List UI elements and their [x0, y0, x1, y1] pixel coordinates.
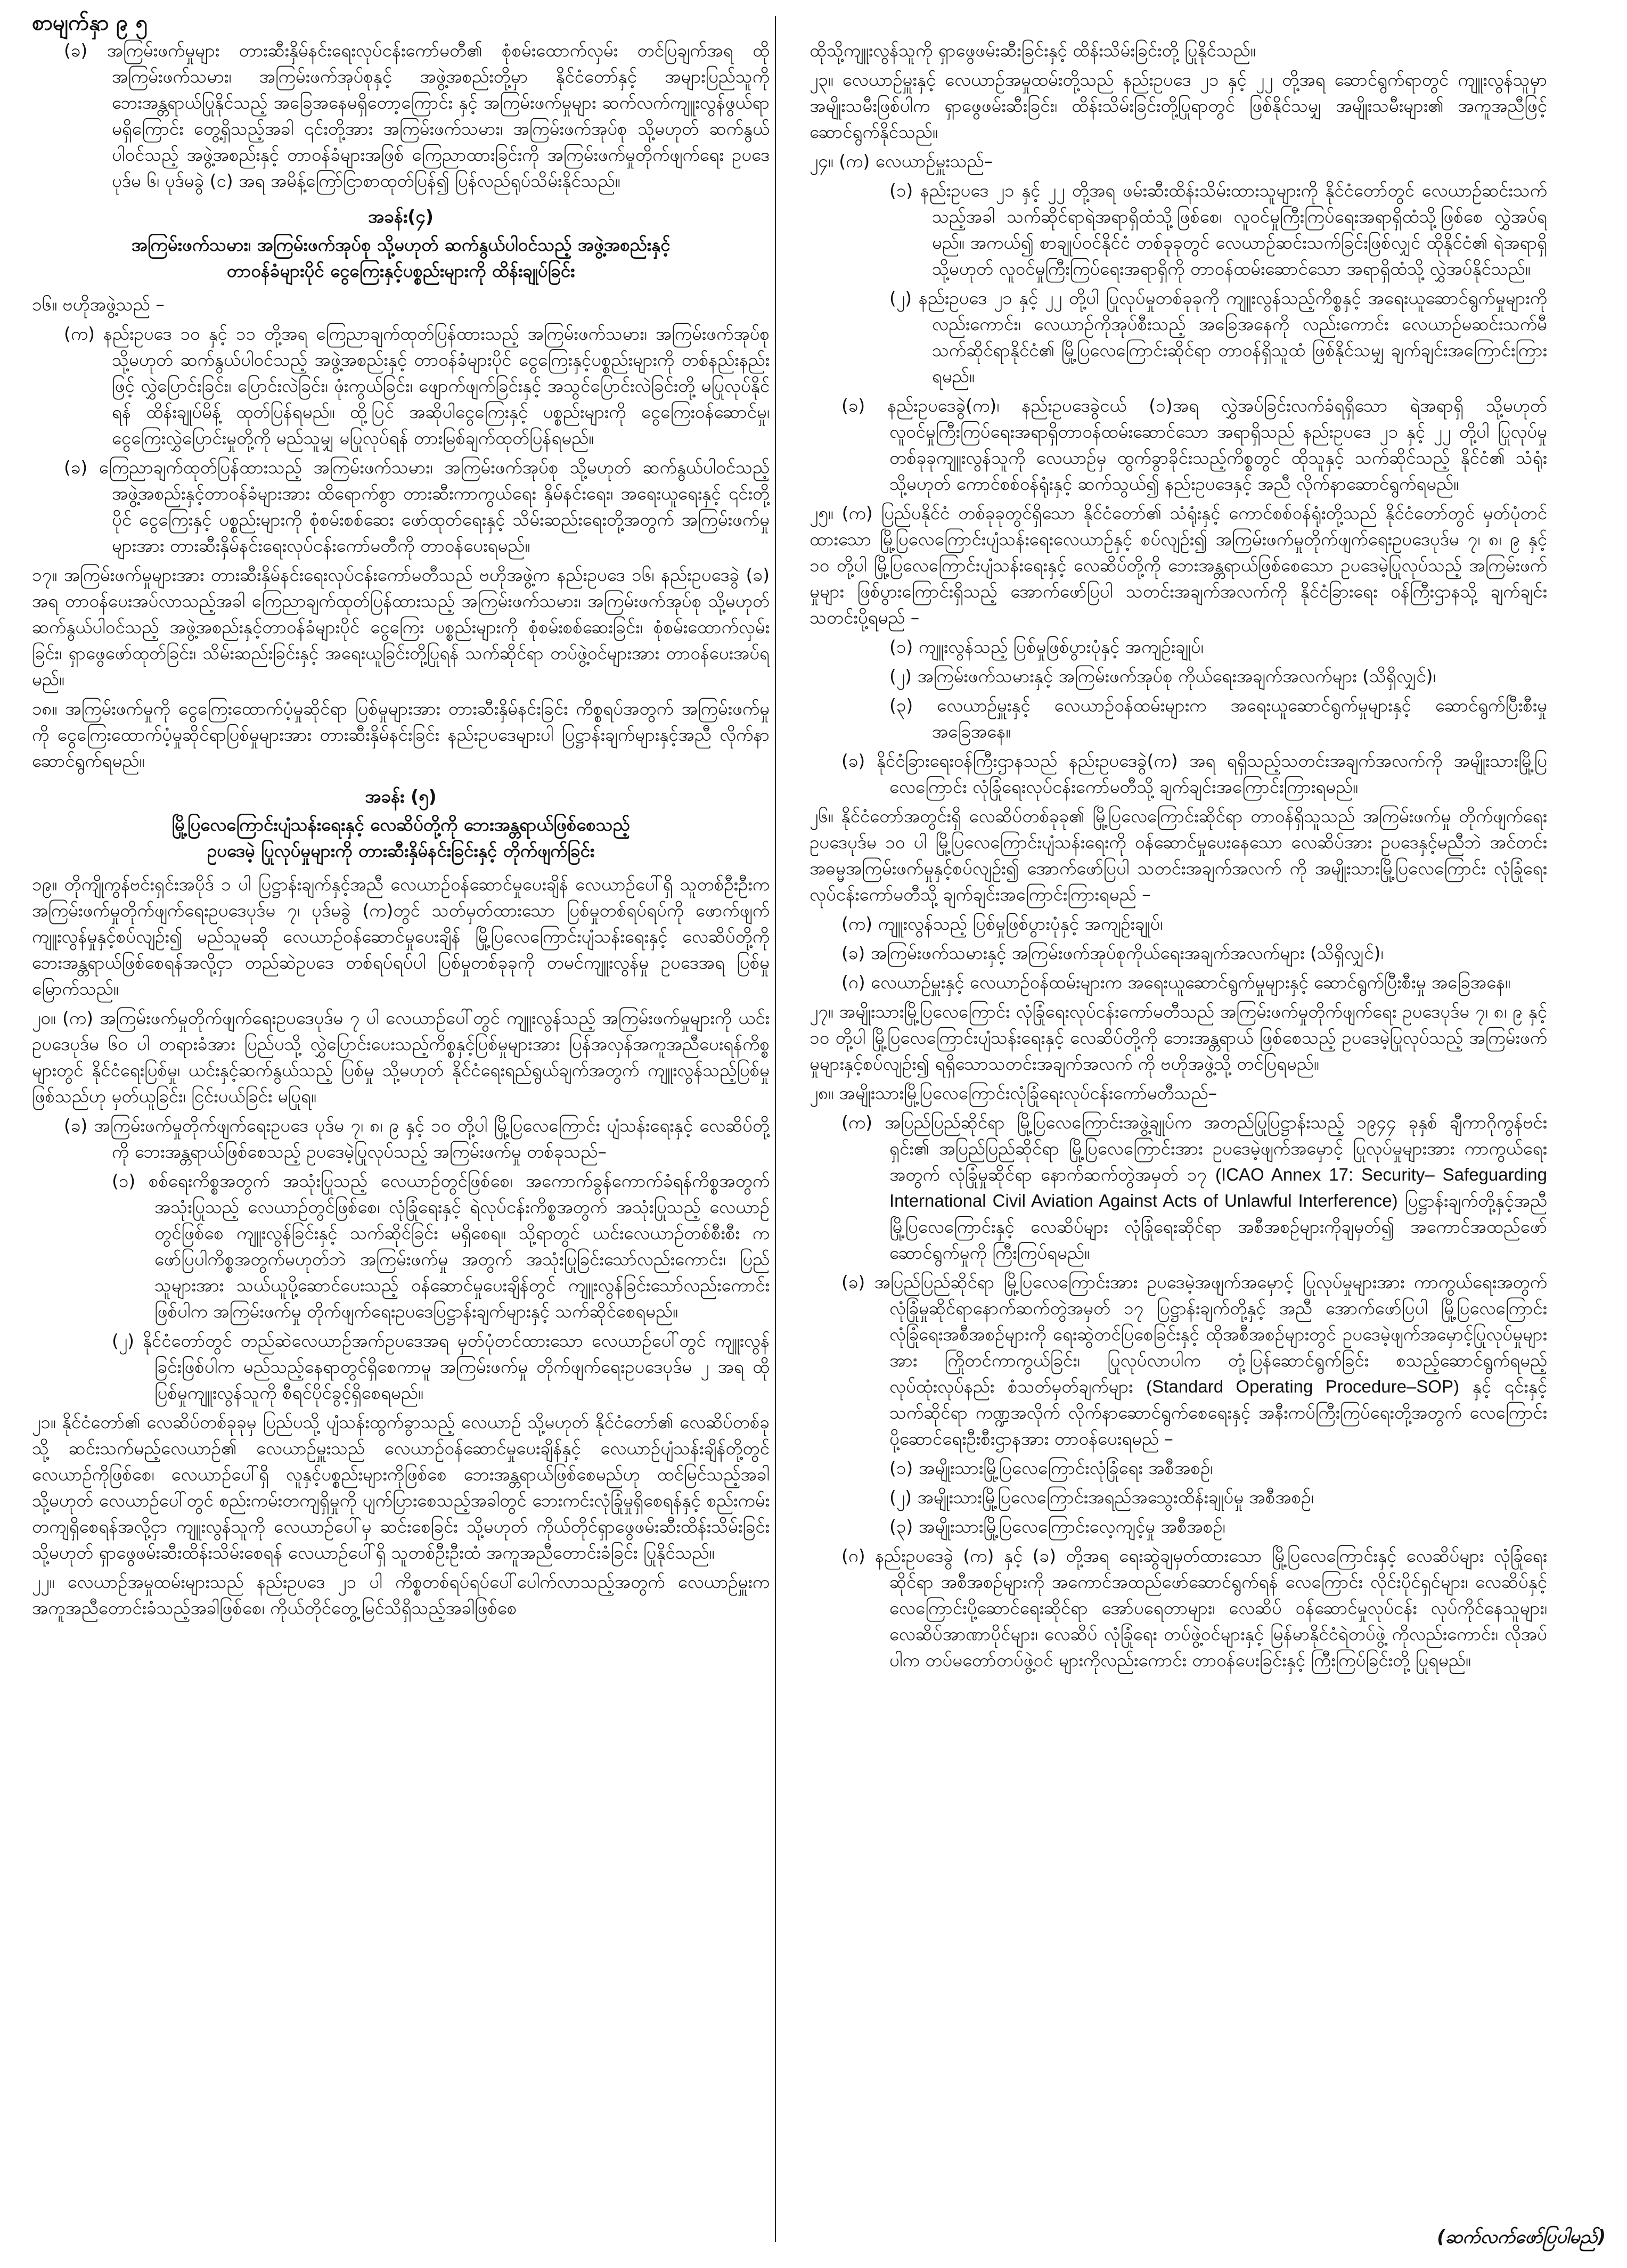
- paragraph: ၂၇။ အမျိုးသားမြို့ပြလေကြောင်း လုံခြုံရေးလုပ်ငန်းကော်မတီသည် အကြမ်းဖက်မှုတိုက်ဖျက်ရေး ဥပဒေပုဒ်မ ၇၊ ၈၊ ၉ နှင့် ၁၀ တို့ပါ မြို့ပြလေကြောင်းပျံသန်းရေးနှင့် လေဆိပ်တို့ကို ဘေးအန္တရာယ် ဖြစ်စေသည့် ဥပဒေမဲ့ပြုလုပ်သည့် အကြမ်းဖက်မှုများနှင့်စပ်လျဉ်း၍ ရရှိသောသတင်းအချက်အလက် ကို ဗဟိုအဖွဲ့သို့ တင်ပြရမည်။: [810, 1001, 1547, 1074]
- paragraph: ၁၉။ တိုကျိုကွန်ဗင်းရှင်းအပိုဒ် ၁ ပါ ပြဋ္ဌာန်းချက်နှင့်အညီ လေယာဉ်ဝန်ဆောင်မှုပေးချိန် လေယာဉ်ပေါ်ရှိ သူတစ်ဦးဦးက အကြမ်းဖက်မှုတိုက်ဖျက်ရေးဥပဒေပုဒ်မ ၇၊ ပုဒ်မခွဲ (က)တွင် သတ်မှတ်ထားသော ပြစ်မှုတစ်ရပ်ရပ်ကို ဖောက်ဖျက်ကျူးလွန်မှုနှင့်စပ်လျဉ်း၍ မည်သူမဆို လေယာဉ်ဝန်ဆောင်မှုပေးချိန် မြို့ပြလေကြောင်းပျံသန်းရေးနှင့် လေဆိပ်တို့ကို ဘေးအန္တရာယ်ဖြစ်စေရန်အလို့ငှာ တည်ဆဲဥပဒေ တစ်ရပ်ရပ်ပါ ပြစ်မှုတစ်ခုခုကို တမင်ကျူးလွန်မှု ဥပဒေအရ ပြစ်မှုမြောက်သည်။: [32, 874, 770, 999]
- paragraph: (က) နည်းဥပဒေ ၁၀ နှင့် ၁၁ တို့အရ ကြေညာချက်ထုတ်ပြန်ထားသည့် အကြမ်းဖက်သမား၊ အကြမ်းဖက်အုပ်စု သို့မဟုတ် ဆက်နွယ်ပါဝင်သည့် အဖွဲ့အစည်းနှင့် တာဝန်ခံများပိုင် ငွေကြေးနှင့်ပစ္စည်းများကို တစ်နည်းနည်းဖြင့် လွှဲပြောင်းခြင်း၊ ပြောင်းလဲခြင်း၊ ဖုံးကွယ်ခြင်း၊ ဖျောက်ဖျက်ခြင်းနှင့် အသွင်ပြောင်းလဲခြင်းတို့ မပြုလုပ်နိုင်ရန် ထိန်းချုပ်မိန့် ထုတ်ပြန်ရမည်။ ထို့ပြင် အဆိုပါငွေကြေးနှင့် ပစ္စည်းများကို ငွေကြေးဝန်ဆောင်မှု၊ ငွေကြေးလွှဲပြောင်းမှုတို့ကို မည်သူမျှ မပြုလုပ်ရန် တားမြစ်ချက်ထုတ်ပြန်ရမည်။: [64, 323, 770, 448]
- paragraph-text: (ခ) အပြည်ပြည်ဆိုင်ရာ မြို့ပြလေကြောင်းအား ဥပဒေမဲ့အဖျက်အမှောင့် ပြုလုပ်မှုများအား ကာကွယ်ရေးအတွက် လုံခြုံမှုဆိုင်ရာနောက်ဆက်တွဲအမှတ် ၁၇ ပြဋ္ဌာန်းချက်တို့နှင့် အညီ အောက်ဖော်ပြပါ မြို့ပြလေကြောင်းလုံခြုံရေးအစီအစဉ်များကို ရေးဆွဲတင်ပြစေခြင်းနှင့် ထိုအစီအစဉ်များတွင် ဥပဒေမဲ့ဖျက်အမှောင့်ပြုလုပ်မှုများအား ကြိုတင်ကာကွယ်ခြင်း၊ ပြုလုပ်လာပါက တုံ့ပြန်ဆောင်ရွက်ခြင်း စသည့်ဆောင်ရွက်ရမည့် လုပ်ထုံးလုပ်နည်း စံသတ်မှတ်ချက်များ: [841, 1272, 1547, 1397]
- chapter-title-line: မြို့ပြလေကြောင်းပျံသန်းရေးနှင့် လေဆိပ်တို့ကို ဘေးအန္တရာယ်ဖြစ်စေသည့်: [171, 814, 630, 835]
- chapter-title: [32, 812, 770, 864]
- paragraph-text: ပြဋ္ဌာန်းချက်တို့နှင့်အညီ မြို့ပြလေကြောင်းနှင့် လေဆိပ်များ လုံခြုံရေးဆိုင်ရာ အစီအစဉ်များကိုချမှတ်၍ အကောင်အထည်ဖော် ဆောင်ရွက်မှုကို ကြီးကြပ်ရမည်။: [889, 1190, 1547, 1263]
- paragraph: ၁၆။ ဗဟိုအဖွဲ့သည် –: [32, 294, 165, 315]
- paragraph: (ခ) အကြမ်းဖက်မှုတိုက်ဖျက်ရေးဥပဒေ ပုဒ်မ ၇၊ ၈၊ ၉ နှင့် ၁၀ တို့ပါ မြို့ပြလေကြောင်း ပျံသန်းရေးနှင့် လေဆိပ်တို့ကို ဘေးအန္တရာယ်ဖြစ်စေသည့် ဥပဒေမဲ့ပြုလုပ်သည့် အကြမ်းဖက်မှု တစ်ခုသည်–: [64, 1115, 770, 1162]
- chapter-number: အခန်း (၅): [365, 786, 437, 807]
- paragraph-text: (က) အပြည်ပြည်ဆိုင်ရာ မြို့ပြလေကြောင်းအဖွဲ့ချုပ်က အတည်ပြုပြဋ္ဌာန်းသည့် ၁၉၄၄ ခုနှစ် ချီကာဂိုကွန်ဗင်းရှင်း၏ အပြည်ပြည်ဆိုင်ရာ မြို့ပြလေကြောင်းအား ဥပဒေမဲ့ဖျက်အမှောင့် ပြုလုပ်မှုများအား ကာကွယ်ရေးအတွက် လုံခြုံမှုဆိုင်ရာ နောက်ဆက်တွဲအမှတ် ၁၇: [841, 1112, 1547, 1185]
- right-column: [810, 37, 1547, 2221]
- left-column: [32, 37, 770, 2221]
- paragraph: ၂၂။ လေယာဉ်အမှုထမ်းများသည် နည်းဥပဒေ ၂၁ ပါ ကိစ္စတစ်ရပ်ရပ်ပေါ်ပေါက်လာသည့်အတွက် လေယာဉ်မှူးက အကူအညီတောင်းခံသည့်အခါဖြစ်စေ၊ ကိုယ်တိုင်တွေ့မြင်သိရှိသည့်အခါဖြစ်စေ: [32, 1571, 770, 1618]
- paragraph: ၂၆။ နိုင်ငံတော်အတွင်းရှိ လေဆိပ်တစ်ခုခု၏ မြို့ပြလေကြောင်းဆိုင်ရာ တာဝန်ရှိသူသည် အကြမ်းဖက်မှု တိုက်ဖျက်ရေးဥပဒေပုဒ်မ ၁၀ ပါ မြို့ပြလေကြောင်းပျံသန်းရေးကို ဝန်ဆောင်မှုပေးနေသော လေဆိပ်အား ဥပဒေနှင့်မညီဘဲ အင်တင်းအဓမ္မအကြမ်းဖက်မှုနှင့်စပ်လျဉ်း၍ အောက်ဖော်ပြပါ သတင်းအချက်အလက် ကို အမျိုးသားမြို့ပြလေကြောင်း လုံခြုံရေးလုပ်ငန်းကော်မတီသို့ ချက်ချင်းအကြောင်းကြားရမည် –: [810, 806, 1547, 905]
- column-divider: [775, 16, 776, 2242]
- chapter-title-line: အကြမ်းဖက်သမား၊ အကြမ်းဖက်အုပ်စု သို့မဟုတ် ဆက်နွယ်ပါဝင်သည့် အဖွဲ့အစည်းနှင့်: [131, 234, 671, 255]
- paragraph: ၂၃။ လေယာဉ်မှူးနှင့် လေယာဉ်အမှုထမ်းတို့သည် နည်းဥပဒေ ၂၁ နှင့် ၂၂ တို့အရ ဆောင်ရွက်ရာတွင် ကျူးလွန်သူမှာ အမျိုးသမီးဖြစ်ပါက ရှာဖွေဖမ်းဆီးခြင်း၊ ထိန်းသိမ်းခြင်းတို့ပြုရာတွင် ဖြစ်နိုင်သမျှ အမျိုးသမီးများ၏ အကူအညီဖြင့် ဆောင်ရွက်နိုင်သည်။: [810, 69, 1547, 142]
- paragraph: (ခ) နည်းဥပဒေခွဲ(က)၊ နည်းဥပဒေခွဲငယ် (၁)အရ လွှဲအပ်ခြင်းလက်ခံရရှိသော ရဲအရာရှိ သို့မဟုတ် လူဝင်မှုကြီးကြပ်ရေးအရာရှိတာဝန်ထမ်းဆောင်သော အရာရှိသည် နည်းဥပဒေ ၂၁ နှင့် ၂၂ တို့ပါ ပြုလုပ်မှုတစ်ခုခုကျူးလွန်သူကို လေယာဉ်မှ ထွက်ခွာခိုင်းသည့်ကိစ္စတွင် ထိုသူနှင့် သက်ဆိုင်သည့် နိုင်ငံ၏ သံရုံး သို့မဟုတ် ကောင်စစ်ဝန်ရုံးနှင့် ဆက်သွယ်၍ နည်းဥပဒေနှင့် အညီ လိုက်နာဆောင်ရွက်ရမည်။: [841, 395, 1547, 494]
- paragraph: (၃) လေယာဉ်မှူးနှင့် လေယာဉ်ဝန်ထမ်းများက အရေးယူဆောင်ရွက်မှုများနှင့် ဆောင်ရွက်ပြီးစီးမှု အခြေအနေ။: [889, 695, 1547, 742]
- paragraph: (က) ကျူးလွန်သည့် ပြစ်မှုဖြစ်ပွားပုံနှင့် အကျဉ်းချုပ်၊: [841, 913, 1163, 934]
- chapter-title-line: တာဝန်ခံများပိုင် ငွေကြေးနှင့်ပစ္စည်းများကို ထိန်းချုပ်ခြင်း: [226, 260, 575, 281]
- paragraph: ၁၇။ အကြမ်းဖက်မှုများအား တားဆီးနှိမ်နင်းရေးလုပ်ငန်းကော်မတီသည် ဗဟိုအဖွဲ့က နည်းဥပဒေ ၁၆၊ နည်းဥပဒေခွဲ (ခ) အရ တာဝန်ပေးအပ်လာသည့်အခါ ကြေညာချက်ထုတ်ပြန်ထားသည့် အကြမ်းဖက်သမား၊ အကြမ်းဖက်အုပ်စု သို့မဟုတ် ဆက်နွယ်ပါဝင်သည့် အဖွဲ့အစည်းနှင့်တာဝန်ခံများပိုင် ငွေကြေး ပစ္စည်းများကို စုံစမ်းစစ်ဆေးခြင်း၊ စုံစမ်းထောက်လှမ်းခြင်း၊ ရှာဖွေဖော်ထုတ်ခြင်း၊ သိမ်းဆည်းခြင်းနှင့် အရေးယူခြင်းတို့ပြုရန် သက်ဆိုင်ရာ တပ်ဖွဲ့ဝင်များအား တာဝန်ပေးအပ်ရမည်။: [32, 564, 770, 690]
- paragraph: (၁) စစ်ရေးကိစ္စအတွက် အသုံးပြုသည့် လေယာဉ်တွင်ဖြစ်စေ၊ အကောက်ခွန်ကောက်ခံရန်ကိစ္စအတွက် အသုံးပြုသည့် လေယာဉ်တွင်ဖြစ်စေ၊ လုံခြုံရေးနှင့် ရဲလုပ်ငန်းကိစ္စအတွက် အသုံးပြုသည့် လေယာဉ်တွင်ဖြစ်စေ ကျူးလွန်ခြင်းနှင့် သက်ဆိုင်ခြင်း မရှိစေရ။ သို့ရာတွင် ယင်းလေယာဉ်တစ်စီးစီး က ဖော်ပြပါကိစ္စအတွက်မဟုတ်ဘဲ အကြမ်းဖက်မှု အတွက် အသုံးပြုခြင်းသော်လည်းကောင်း၊ ပြည်သူများအား သယ်ယူပို့ဆောင်ပေးသည့် ဝန်ဆောင်မှုပေးချိန်တွင် ကျူးလွန်ခြင်းသော်လည်းကောင်းဖြစ်ပါက အကြမ်းဖက်မှု တိုက်ဖျက်ရေးဥပဒေပြဋ္ဌာန်းချက်များနှင့် သက်ဆိုင်စေရမည်။: [112, 1170, 770, 1322]
- chapter-number: အခန်း(၄): [367, 206, 434, 227]
- paragraph: (ခ) နိုင်ငံခြားရေးဝန်ကြီးဌာနသည် နည်းဥပဒေခွဲ(က) အရ ရရှိသည့်သတင်းအချက်အလက်ကို အမျိုးသားမြို့ပြလေကြောင်း လုံခြုံရေးလုပ်ငန်းကော်မတီသို့ ချက်ချင်းအကြောင်းကြားရမည်။: [841, 750, 1547, 797]
- continued-note: (ဆက်လက်ဖော်ပြပါမည်): [1437, 2226, 1606, 2248]
- page-number: စာမျက်နှာ ၉ ၅: [32, 11, 148, 35]
- paragraph: (၂) အမျိုးသားမြို့ပြလေကြောင်းအရည်အသွေးထိန်းချုပ်မှု အစီအစဉ်၊: [889, 1487, 1314, 1508]
- paragraph: (ခ) အကြမ်းဖက်သမားနှင့် အကြမ်းဖက်အုပ်စုကိုယ်ရေးအချက်အလက်များ (သိရှိလျှင်)၊: [841, 943, 1384, 963]
- paragraph: (ဂ) လေယာဉ်မှူးနှင့် လေယာဉ်ဝန်ထမ်းများက အရေးယူဆောင်ရွက်မှုများနှင့် ဆောင်ရွက်ပြီးစီးမှု အခြေအနေ။: [841, 972, 1511, 993]
- paragraph: ၂၀။ (က) အကြမ်းဖက်မှုတိုက်ဖျက်ရေးဥပဒေပုဒ်မ ၇ ပါ လေယာဉ်ပေါ်တွင် ကျူးလွန်သည့် အကြမ်းဖက်မှုများကို ယင်းဥပဒေပုဒ်မ ၆၀ ပါ တရားခံအား ပြည်ပသို့ လွှဲပြောင်းပေးသည့်ကိစ္စနှင့်ပြစ်မှုများအား ပြန်အလှန်အကူအညီပေးရန်ကိစ္စများတွင် နိုင်ငံရေးပြစ်မှု၊ ယင်းနှင့်ဆက်နွယ်သည့် ပြစ်မှု သို့မဟုတ် နိုင်ငံရေးရည်ရွယ်ချက်အတွက် ကျူးလွန်သည့်ပြစ်မှုဖြစ်သည်ဟု မှတ်ယူခြင်း၊ ငြင်းပယ်ခြင်း မပြုရ။: [32, 1008, 770, 1107]
- paragraph: (ဂ) နည်းဥပဒေခွဲ (က) နှင့် (ခ) တို့အရ ရေးဆွဲချမှတ်ထားသော မြို့ပြလေကြောင်းနှင့် လေဆိပ်များ လုံခြုံရေးဆိုင်ရာ အစီအစဉ်များကို အကောင်အထည်ဖော်ဆောင်ရွက်ရန် လေကြောင်း လိုင်းပိုင်ရှင်များ၊ လေဆိပ်နှင့် လေကြောင်းပို့ဆောင်ရေးဆိုင်ရာ အော်ပရေတာများ၊ လေဆိပ် ဝန်ဆောင်မှုလုပ်ငန်း လုပ်ကိုင်နေသူများ၊ လေဆိပ်အာဏာပိုင်များ၊ လေဆိပ် လုံခြုံရေး တပ်ဖွဲ့ဝင်များနှင့် မြန်မာနိုင်ငံရဲတပ်ဖွဲ့ ကိုလည်းကောင်း၊ လိုအပ်ပါက တပ်မတော်တပ်ဖွဲ့ဝင် များကိုလည်းကောင်း တာဝန်ပေးခြင်းနှင့် ကြီးကြပ်ခြင်းတို့ ပြုရမည်။: [841, 1545, 1547, 1671]
- english-reference: (ICAO Annex 17: Security– Safeguarding International Civil Aviation Against Acts of Unlawful Interference): [889, 1165, 1547, 1210]
- paragraph: (ခ) ကြေညာချက်ထုတ်ပြန်ထားသည့် အကြမ်းဖက်သမား၊ အကြမ်းဖက်အုပ်စု သို့မဟုတ် ဆက်နွယ်ပါဝင်သည့် အဖွဲ့အစည်းနှင့်တာဝန်ခံများအား ထိရောက်စွာ တားဆီးကာကွယ်ရေး နှိမ်နင်းရေး၊ အရေးယူရေးနှင့် ၎င်းတို့ပိုင် ငွေကြေးနှင့် ပစ္စည်းများကို စုံစမ်းစစ်ဆေး ဖော်ထုတ်ရေးနှင့် သိမ်းဆည်းရေးတို့အတွက် အကြမ်းဖက်မှုများအား တားဆီးနှိမ်နင်းရေးလုပ်ငန်းကော်မတီကို တာဝန်ပေးရမည်။: [64, 457, 770, 556]
- chapter-title: [32, 232, 770, 284]
- paragraph: (၃) အမျိုးသားမြို့ပြလေကြောင်းလေ့ကျင့်မှု အစီအစဉ်၊: [889, 1516, 1225, 1537]
- paragraph: (၂) နည်းဥပဒေ ၂၁ နှင့် ၂၂ တို့ပါ ပြုလုပ်မှုတစ်ခုခုကို ကျူးလွန်သည့်ကိစ္စနှင့် အရေးယူဆောင်ရွက်မှုများကိုလည်းကောင်း၊ လေယာဉ်ကိုအုပ်စီးသည့် အခြေအနေကို လည်းကောင်း လေယာဉ်မဆင်းသက်မီ သက်ဆိုင်ရာနိုင်ငံ၏ မြို့ပြလေကြောင်းဆိုင်ရာ တာဝန်ရှိသူထံ ဖြစ်နိုင်သမျှ ချက်ချင်းအကြောင်းကြားရမည်။: [889, 288, 1547, 387]
- paragraph: (၂) နိုင်ငံတော်တွင် တည်ဆဲလေယာဉ်အက်ဥပဒေအရ မှတ်ပုံတင်ထားသော လေယာဉ်ပေါ်တွင် ကျူးလွန်ခြင်းဖြစ်ပါက မည်သည့်နေရာတွင်ရှိစေကာမူ အကြမ်းဖက်မှု တိုက်ဖျက်ရေးဥပဒေပုဒ်မ ၂ အရ ထိုပြစ်မှုကျူးလွန်သူကို စီရင်ပိုင်ခွင့်ရှိစေရမည်။: [112, 1330, 770, 1403]
- paragraph: (၁) အမျိုးသားမြို့ပြလေကြောင်းလုံခြုံရေး အစီအစဉ်၊: [889, 1458, 1213, 1478]
- paragraph: (၁) ကျူးလွန်သည့် ပြစ်မှုဖြစ်ပွားပုံနှင့် အကျဉ်းချုပ်၊: [889, 636, 1204, 657]
- chapter-title-line: ဥပဒေမဲ့ ပြုလုပ်မှုများကို တားဆီးနှိမ်နင်းခြင်းနှင့် တိုက်ဖျက်ခြင်း: [207, 840, 595, 861]
- english-reference: (Standard Operating Procedure–SOP): [1146, 1377, 1459, 1396]
- paragraph: (၂) အကြမ်းဖက်သမားနှင့် အကြမ်းဖက်အုပ်စု ကိုယ်ရေးအချက်အလက်များ (သိရှိလျှင်)၊: [889, 666, 1436, 686]
- paragraph: (၁) နည်းဥပဒေ ၂၁ နှင့် ၂၂ တို့အရ ဖမ်းဆီးထိန်းသိမ်းထားသူများကို နိုင်ငံတော်တွင် လေယာဉ်ဆင်းသက်သည့်အခါ သက်ဆိုင်ရာရဲအရာရှိထံသို့ဖြစ်စေ၊ လူဝင်မှုကြီးကြပ်ရေးအရာရှိထံသို့ဖြစ်စေ လွှဲအပ်ရမည်။ အကယ်၍ စာချုပ်ဝင်နိုင်ငံ တစ်ခုခုတွင် လေယာဉ်ဆင်းသက်ခြင်းဖြစ်လျှင် ထိုနိုင်ငံ၏ ရဲအရာရှိ သို့မဟုတ် လူဝင်မှုကြီးကြပ်ရေးအရာရှိကို တာဝန်ထမ်းဆောင်သော အရာရှိထံသို့ လွှဲအပ်နိုင်သည်။: [889, 180, 1547, 279]
- paragraph: ၂၄။ (က) လေယာဉ်မှူးသည်–: [810, 151, 993, 171]
- paragraph: ၂၈။ အမျိုးသားမြို့ပြလေကြောင်းလုံခြုံရေးလုပ်ငန်းကော်မတီသည်–: [810, 1083, 1217, 1103]
- paragraph: [810, 1269, 1547, 1452]
- paragraph: ၂၅။ (က) ပြည်ပနိုင်ငံ တစ်ခုခုတွင်ရှိသော နိုင်ငံတော်၏ သံရုံးနှင့် ကောင်စစ်ဝန်ရုံးတို့သည် နိုင်ငံတော်တွင် မှတ်ပုံတင်ထားသော မြို့ပြလေကြောင်းပျံသန်းရေးလေယာဉ်နှင့် စပ်လျဉ်း၍ အကြမ်းဖက်မှုတိုက်ဖျက်ရေးဥပဒေပုဒ်မ ၇၊ ၈၊ ၉ နှင့် ၁၀ တို့ပါ မြို့ပြလေကြောင်းပျံသန်းရေးနှင့် လေဆိပ်တို့ကို ဘေးအန္တရာယ်ဖြစ်စေသော ဥပဒေမဲ့ပြုလုပ်သည့် အကြမ်းဖက်မှုများ ဖြစ်ပွားကြောင်းရှိသည့် အောက်ဖော်ပြပါ သတင်းအချက်အလက်ကို နိုင်ငံခြားရေး ဝန်ကြီးဌာနသို့ ချက်ချင်းသတင်းပို့ရမည် –: [810, 503, 1547, 628]
- paragraph-text: နှင့် ၎င်းနှင့် သက်ဆိုင်ရာ ကဏ္ဍအလိုက် လိုက်နာဆောင်ရွက်စေရေးနှင့် အနီးကပ်ကြီးကြပ်ရေးတို့အတွက် လေကြောင်း ပို့ဆောင်ရေးဦးစီးဌာနအား တာဝန်ပေးရမည် –: [889, 1376, 1547, 1449]
- paragraph: ၁၈။ အကြမ်းဖက်မှုကို ငွေကြေးထောက်ပံ့မှုဆိုင်ရာ ပြစ်မှုများအား တားဆီးနှိမ်နင်းခြင်း ကိစ္စရပ်အတွက် အကြမ်းဖက်မှုကို ငွေကြေးထောက်ပံ့မှုဆိုင်ရာပြစ်မှုများအား တားဆီးနှိမ်နင်းခြင်း နည်းဥပဒေများပါ ပြဋ္ဌာန်းချက်များနှင့်အညီ လိုက်နာဆောင်ရွက်ရမည်။: [32, 698, 770, 771]
- paragraph: ၂၁။ နိုင်ငံတော်၏ လေဆိပ်တစ်ခုခုမှ ပြည်ပသို့ ပျံသန်းထွက်ခွာသည့် လေယာဉ် သို့မဟုတ် နိုင်ငံတော်၏ လေဆိပ်တစ်ခုသို့ ဆင်းသက်မည့်လေယာဉ်၏ လေယာဉ်မှူးသည် လေယာဉ်ဝန်ဆောင်မှုပေးချိန်နှင့် လေယာဉ်ပျံသန်းချိန်တို့တွင် လေယာဉ်ကိုဖြစ်စေ၊ လေယာဉ်ပေါ်ရှိ လူနှင့်ပစ္စည်းများကိုဖြစ်စေ ဘေးအန္တရာယ်ဖြစ်စေမည်ဟု ထင်မြင်သည့်အခါ သို့မဟုတ် လေယာဉ်ပေါ်တွင် စည်းကမ်းတကျရှိမှုကို ပျက်ပြားစေသည့်အခါတွင် ဘေးကင်းလုံခြုံမှုရှိစေရန်နှင့် စည်းကမ်းတကျရှိစေရန်အလို့ငှာ ကျူးလွန်သူကို လေယာဉ်ပေါ်မှ ဆင်းစေခြင်း သို့မဟုတ် ကိုယ်တိုင်ရှာဖွေဖမ်းဆီးထိန်းသိမ်းခြင်း သို့မဟုတ် ရှာဖွေဖမ်းဆီးထိန်းသိမ်းစေရန် လေယာဉ်ပေါ်ရှိ သူတစ်ဦးဦးထံ အကူအညီတောင်းခံခြင်း ပြုနိုင်သည်။: [32, 1412, 770, 1563]
- paragraph: [810, 1109, 1547, 1266]
- paragraph: ထိုသို့ကျူးလွန်သူကို ရှာဖွေဖမ်းဆီးခြင်းနှင့် ထိန်းသိမ်းခြင်းတို့ ပြုနိုင်သည်။: [810, 40, 1256, 61]
- paragraph: (ခ) အကြမ်းဖက်မှုများ တားဆီးနှိမ်နင်းရေးလုပ်ငန်းကော်မတီ၏ စုံစမ်းထောက်လှမ်း တင်ပြချက်အရ ထိုအကြမ်းဖက်သမား၊ အကြမ်းဖက်အုပ်စုနှင့် အဖွဲ့အစည်းတို့မှာ နိုင်ငံတော်နှင့် အများပြည်သူကို ဘေးအန္တရာယ်ပြုနိုင်သည့် အခြေအနေမရှိတော့ကြောင်း နှင့် အကြမ်းဖက်မှုများ ဆက်လက်ကျူးလွန်ဖွယ်ရာမရှိကြောင်း တွေ့ရှိသည့်အခါ ၎င်းတို့အား အကြမ်းဖက်သမား၊ အကြမ်းဖက်အုပ်စု သို့မဟုတ် ဆက်နွယ်ပါဝင်သည့် အဖွဲ့အစည်းနှင့် တာဝန်ခံများအဖြစ် ကြေညာထားခြင်းကို အကြမ်းဖက်မှုတိုက်ဖျက်ရေး ဥပဒေ ပုဒ်မ ၆၊ ပုဒ်မခွဲ (င) အရ အမိန့်ကြော်ငြာစာထုတ်ပြန်၍ ပြန်လည်ရုပ်သိမ်းနိုင်သည်။: [64, 40, 770, 191]
